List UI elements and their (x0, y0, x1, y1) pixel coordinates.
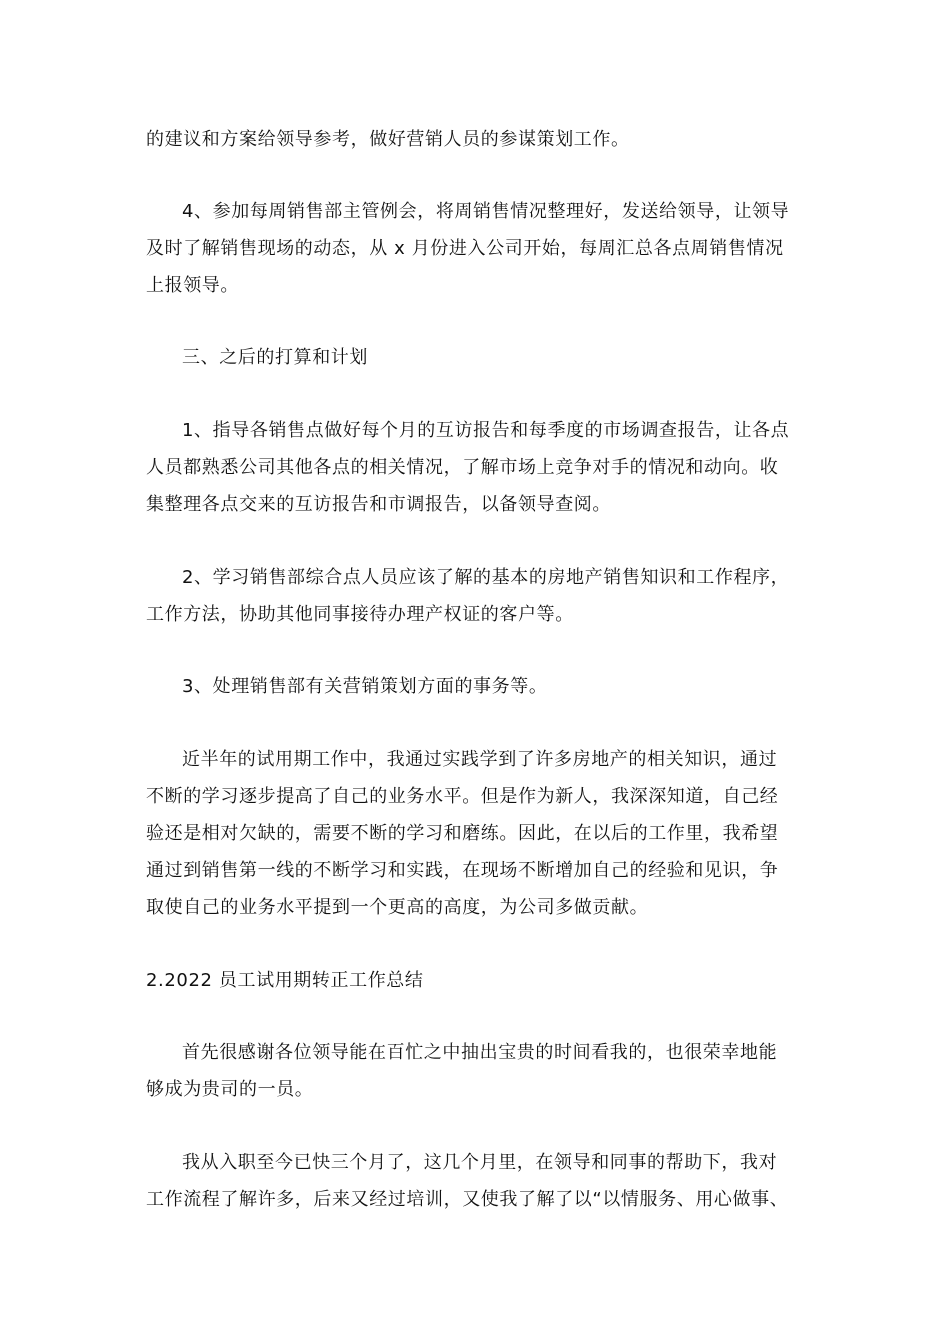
text-line: 验还是相对欠缺的，需要不断的学习和磨练。因此，在以后的工作里，我希望 (146, 823, 779, 844)
text-line: 及时了解销售现场的动态，从 x 月份进入公司开始，每周汇总各点周销售情况 (146, 238, 784, 259)
text-line: 2、学习销售部综合点人员应该了解的基本的房地产销售知识和工作程序， (182, 567, 790, 588)
text-line: 1、指导各销售点做好每个月的互访报告和每季度的市场调查报告，让各点 (182, 420, 790, 441)
text-line: 人员都熟悉公司其他各点的相关情况，了解市场上竞争对手的情况和动向。收 (146, 457, 779, 478)
text-line: 的建议和方案给领导参考，做好营销人员的参谋策划工作。 (146, 129, 630, 150)
text-line: 我从入职至今已快三个月了，这几个月里，在领导和同事的帮助下，我对 (182, 1152, 778, 1173)
text-line: 集整理各点交来的互访报告和市调报告，以备领导查阅。 (146, 494, 611, 515)
text-line: 工作方法，协助其他同事接待办理产权证的客户等。 (146, 604, 574, 625)
text-line: 4、参加每周销售部主管例会，将周销售情况整理好，发送给领导，让领导 (182, 201, 790, 222)
text-line: 够成为贵司的一员。 (146, 1079, 314, 1100)
text-line: 首先很感谢各位领导能在百忙之中抽出宝贵的时间看我的，也很荣幸地能 (182, 1042, 778, 1063)
text-line: 工作流程了解许多，后来又经过培训，又使我了解了以“以情服务、用心做事、 (146, 1189, 789, 1210)
text-line: 上报领导。 (146, 275, 239, 296)
text-line: 通过到销售第一线的不断学习和实践，在现场不断增加自己的经验和见识，争 (146, 860, 779, 881)
text-line: 3、处理销售部有关营销策划方面的事务等。 (182, 676, 548, 697)
section-heading: 三、之后的打算和计划 (182, 347, 368, 368)
text-line: 不断的学习逐步提高了自己的业务水平。但是作为新人，我深深知道，自己经 (146, 786, 779, 807)
text-line: 近半年的试用期工作中，我通过实践学到了许多房地产的相关知识，通过 (182, 749, 778, 770)
section-heading: 2.2022 员工试用期转正工作总结 (146, 970, 424, 991)
text-line: 取使自己的业务水平提到一个更高的高度，为公司多做贡献。 (146, 897, 649, 918)
